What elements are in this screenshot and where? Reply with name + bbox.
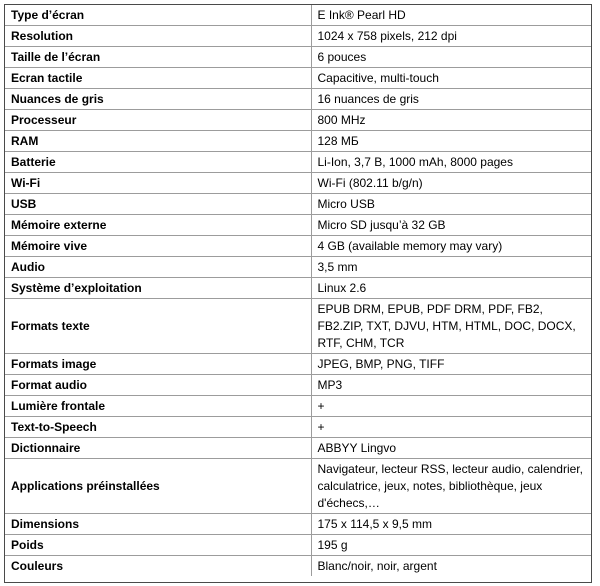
spec-label: Nuances de gris bbox=[5, 89, 311, 110]
table-row bbox=[5, 131, 591, 152]
spec-label: Mémoire externe bbox=[5, 215, 311, 236]
table-row bbox=[5, 173, 591, 194]
spec-value: 800 MHz bbox=[311, 110, 591, 131]
table-row bbox=[5, 396, 591, 417]
spec-label: Ecran tactile bbox=[5, 68, 311, 89]
spec-value: E Ink® Pearl HD bbox=[311, 5, 591, 26]
spec-value: Micro USB bbox=[311, 194, 591, 215]
table-row bbox=[5, 215, 591, 236]
spec-value: JPEG, BMP, PNG, TIFF bbox=[311, 354, 591, 375]
spec-value: Wi-Fi (802.11 b/g/n) bbox=[311, 173, 591, 194]
spec-label: Couleurs bbox=[5, 556, 311, 577]
table-row bbox=[5, 354, 591, 375]
table-row bbox=[5, 556, 591, 577]
spec-value: Linux 2.6 bbox=[311, 278, 591, 299]
table-row bbox=[5, 194, 591, 215]
spec-value: 6 pouces bbox=[311, 47, 591, 68]
spec-label: Dictionnaire bbox=[5, 438, 311, 459]
spec-value: 175 x 114,5 x 9,5 mm bbox=[311, 514, 591, 535]
spec-value: 128 МБ bbox=[311, 131, 591, 152]
spec-value: MP3 bbox=[311, 375, 591, 396]
spec-value: Capacitive, multi-touch bbox=[311, 68, 591, 89]
spec-label: Taille de l’écran bbox=[5, 47, 311, 68]
spec-value: 3,5 mm bbox=[311, 257, 591, 278]
spec-label: Text-to-Speech bbox=[5, 417, 311, 438]
table-row bbox=[5, 417, 591, 438]
spec-value: 1024 x 758 pixels, 212 dpi bbox=[311, 26, 591, 47]
spec-value: 16 nuances de gris bbox=[311, 89, 591, 110]
spec-label: Dimensions bbox=[5, 514, 311, 535]
table-row bbox=[5, 375, 591, 396]
table-row bbox=[5, 68, 591, 89]
spec-label: Wi-Fi bbox=[5, 173, 311, 194]
spec-label: Processeur bbox=[5, 110, 311, 131]
spec-label: Type d’écran bbox=[5, 5, 311, 26]
table-row bbox=[5, 26, 591, 47]
table-row bbox=[5, 257, 591, 278]
spec-label: Applications préinstallées bbox=[5, 459, 311, 514]
spec-label: Format audio bbox=[5, 375, 311, 396]
spec-label: Resolution bbox=[5, 26, 311, 47]
spec-table bbox=[5, 5, 591, 576]
spec-value: + bbox=[311, 417, 591, 438]
table-row bbox=[5, 535, 591, 556]
spec-value: 4 GB (available memory may vary) bbox=[311, 236, 591, 257]
spec-value: ABBYY Lingvo bbox=[311, 438, 591, 459]
spec-label: Lumière frontale bbox=[5, 396, 311, 417]
table-row bbox=[5, 47, 591, 68]
spec-label: Formats image bbox=[5, 354, 311, 375]
table-row bbox=[5, 459, 591, 514]
table-row bbox=[5, 236, 591, 257]
table-row bbox=[5, 89, 591, 110]
spec-value: 195 g bbox=[311, 535, 591, 556]
spec-label: Batterie bbox=[5, 152, 311, 173]
spec-label: Poids bbox=[5, 535, 311, 556]
spec-value: EPUB DRM, EPUB, PDF DRM, PDF, FB2, FB2.ZIP, TXT, DJVU, HTM, HTML, DOC, DOCX, RTF, CHM, TCR bbox=[311, 299, 591, 354]
spec-value: + bbox=[311, 396, 591, 417]
spec-label: RAM bbox=[5, 131, 311, 152]
table-row bbox=[5, 278, 591, 299]
table-row bbox=[5, 5, 591, 26]
spec-label: Formats texte bbox=[5, 299, 311, 354]
spec-sheet bbox=[4, 4, 592, 583]
table-row bbox=[5, 514, 591, 535]
table-row bbox=[5, 299, 591, 354]
spec-value: Blanc/noir, noir, argent bbox=[311, 556, 591, 577]
spec-label: Audio bbox=[5, 257, 311, 278]
table-row bbox=[5, 152, 591, 173]
spec-label: USB bbox=[5, 194, 311, 215]
spec-value: Navigateur, lecteur RSS, lecteur audio, calendrier, calculatrice, jeux, notes, bibliothèque, jeux d'échecs,… bbox=[311, 459, 591, 514]
table-row bbox=[5, 438, 591, 459]
spec-label: Mémoire vive bbox=[5, 236, 311, 257]
table-row bbox=[5, 110, 591, 131]
spec-label: Système d’exploitation bbox=[5, 278, 311, 299]
spec-value: Micro SD jusqu’à 32 GB bbox=[311, 215, 591, 236]
spec-value: Li-Ion, 3,7 В, 1000 mAh, 8000 pages bbox=[311, 152, 591, 173]
